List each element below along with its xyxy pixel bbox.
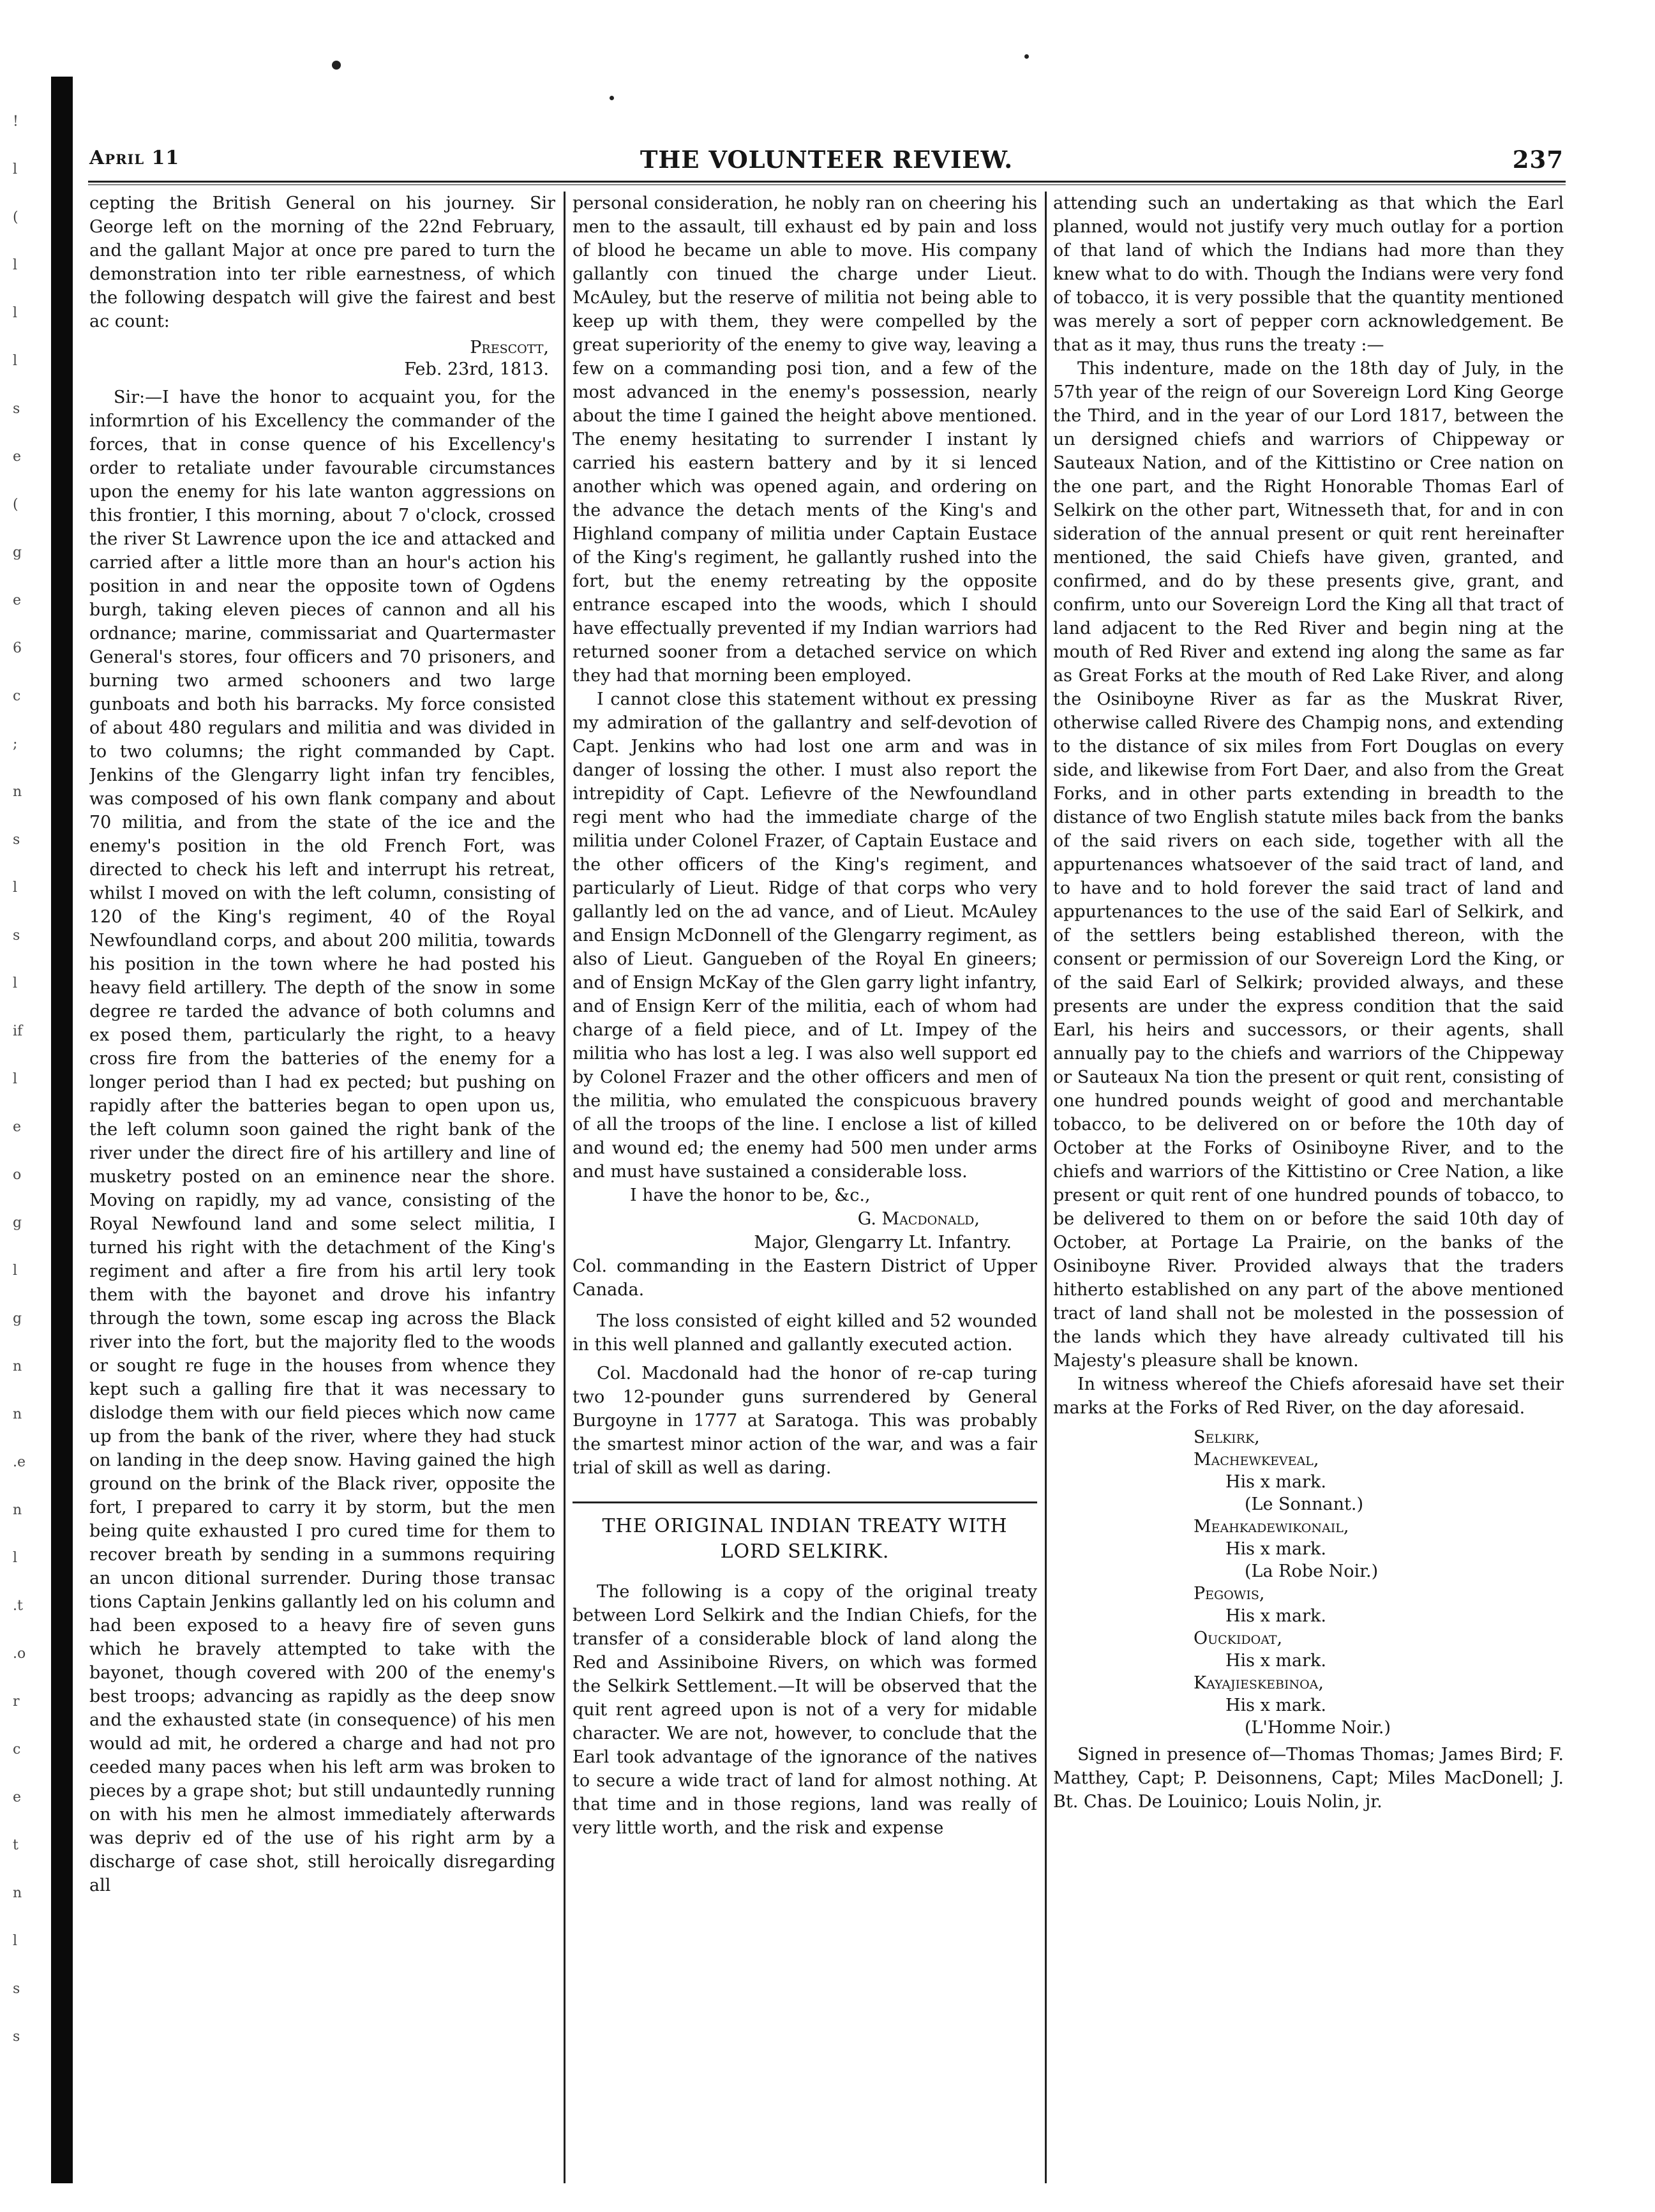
header-rule-thin bbox=[88, 184, 1566, 185]
signature-name: G. Macdonald, bbox=[857, 1209, 980, 1229]
margin-fragment: e bbox=[13, 1789, 22, 1805]
column-2 bbox=[573, 192, 1037, 2193]
margin-fragment: s bbox=[13, 401, 20, 417]
margin-fragment: 6 bbox=[13, 640, 22, 656]
signature-line: His x mark. bbox=[1225, 1696, 1326, 1715]
paragraph: Sir:—I have the honor to acquaint you, for the informrtion of his Excellency the commander of the forces, that in conse quence of his Excellency's order to retaliate under favourable circumstances upon the enemy for his late wanton aggressions on this frontier, I this morning, about 7 o'clock, crossed the river St Lawrence upon the ice and attacked and carried after a little more than an hour's action his position in and near the opposite town of Ogdens burgh, taking eleven pieces of cannon and all his ordnance; marine, commissariat and Quartermaster General's stores, four officers and 70 prisoners, and burning two armed schooners and two large gunboats and both his barracks. My force consisted of about 480 regulars and militia and was divided in to two columns; the right commanded by Capt. Jenkins of the Glengarry light infan try fencibles, was composed of his own flank company and about 70 militia, and from the state of the ice and the enemy's position in the old French Fort, was directed to check his left and interrupt his retreat, whilst I moved on with the left column, consisting of 120 of the King's regiment, 40 of the Royal Newfoundland corps, and about 200 militia, towards his position in the town where he had posted his heavy field artillery. The depth of the snow in some degree re tarded the advance of both columns and ex posed them, particularly the right, to a heavy cross fire from the batteries of the enemy for a longer period than I had ex pected; but pushing on rapidly after the batteries began to open upon us, the left column soon gained the right bank of the river under the direct fire of his artillery and line of musketry posted on an eminence near the shore. Moving on rapidly, my ad vance, consisting of the Royal Newfound land and some select militia, I turned his right with the detachment of the King's regiment and after a fire from his artil lery took them with the bayonet and drove his infantry through the town, some escap ing across the Black river into the fort, but the majority fled to the woods or sought re fuge in the houses from whence they kept such a galling fire that it was necessary to dislodge them with our field pieces which now came up from the bank of the river, where they had stuck on landing in the deep snow. Having gained the high ground on the brink of the Black river, opposite the fort, I prepared to carry it by storm, but the men being quite exhausted I pro cured time for them to recover breath by sending in a summons requiring an uncon ditional surrender. During those transac tions Captain Jenkins gallantly led on his column and had been exposed to a heavy fire of seven guns which he bravely attempted to take with the bayonet, though covered with 200 of the enemy's best troops; advancing as rapidly as the deep snow and the exhausted state (in consequence) of his men would ad mit, he ordered a charge and had not pro ceeded many paces when his left arm was broken to pieces by a grape shot; but still undauntedly running on with his men he almost immediately afterwards was depriv ed of the use of his right arm by a discharge of case shot, still heroically disregarding all bbox=[89, 387, 555, 1895]
margin-fragment: if bbox=[13, 1023, 23, 1039]
margin-fragment: n bbox=[13, 1358, 22, 1374]
margin-fragment: g bbox=[13, 1311, 22, 1327]
margin-fragment: r bbox=[13, 1694, 20, 1710]
signature-line: (Le Sonnant.) bbox=[1245, 1494, 1364, 1514]
margin-fragment: .e bbox=[13, 1454, 26, 1470]
section-title: THE ORIGINAL INDIAN TREATY WITH LORD SELKIRK. bbox=[602, 1515, 1008, 1563]
margin-fragment: n bbox=[13, 1885, 22, 1901]
paragraph: cepting the British General on his journey. Sir George left on the morning of the 22nd February, and the gallant Major at once pre pared to turn the demonstration into ter rible earnestness, of which the following despatch will give the fairest and best ac count: bbox=[89, 193, 555, 331]
margin-fragment: ; bbox=[13, 736, 18, 752]
newspaper-title: THE VOLUNTEER REVIEW. bbox=[640, 146, 1014, 174]
margin-fragment: l bbox=[13, 162, 18, 177]
margin-fragment: l bbox=[13, 1263, 18, 1279]
margin-fragment: c bbox=[13, 688, 21, 704]
margin-fragment: s bbox=[13, 1981, 20, 1997]
margin-fragment: l bbox=[13, 975, 18, 991]
margin-fragment: c bbox=[13, 1742, 21, 1757]
margin-fragment: n bbox=[13, 1502, 22, 1518]
margin-fragment: t bbox=[13, 1837, 19, 1853]
margin-fragment: l bbox=[13, 880, 18, 896]
margin-fragment: e bbox=[13, 449, 22, 465]
paragraph: The loss consisted of eight killed and 52 wounded in this well planned and gallantly executed action. bbox=[573, 1311, 1037, 1355]
margin-fragment: l bbox=[13, 353, 18, 369]
paragraph: attending such an undertaking as that which the Earl planned, would not justify very much outlay for a portion of that land of which the Indians had more than they knew what to do with. Though the Indians were very fond of tobacco, it is very possible that the quantity mentioned was merely a sort of pepper corn acknowledgement. Be that as it may, thus runs the treaty :— bbox=[1053, 193, 1564, 355]
closing-line: I have the honor to be, &c., bbox=[630, 1185, 871, 1205]
signature-line: His x mark. bbox=[1225, 1472, 1326, 1492]
signature-line: (La Robe Noir.) bbox=[1245, 1561, 1379, 1581]
paragraph: Signed in presence of—Thomas Thomas; James Bird; F. Matthey, Capt; P. Deisonnens, Capt; Miles MacDonell; J. Bt. Chas. De Louinico; Louis Nolin, jr. bbox=[1053, 1745, 1564, 1812]
signature-line: Kayajieskebinoa, bbox=[1194, 1673, 1324, 1693]
signature-command: Col. commanding in the Eastern District of Upper Canada. bbox=[573, 1256, 1037, 1300]
binding-shadow bbox=[51, 77, 73, 2183]
print-speck bbox=[1024, 54, 1029, 59]
margin-fragment: n bbox=[13, 1406, 22, 1422]
margin-fragment: l bbox=[13, 1071, 18, 1087]
signature-line: Selkirk, bbox=[1194, 1427, 1260, 1447]
margin-fragment: .o bbox=[13, 1646, 26, 1662]
print-speck bbox=[610, 96, 614, 100]
column-1 bbox=[89, 192, 555, 2193]
margin-fragment: .t bbox=[13, 1598, 23, 1614]
margin-fragment: e bbox=[13, 1119, 22, 1135]
treaty-signatures bbox=[1053, 1426, 1564, 1739]
header-rule bbox=[88, 181, 1566, 183]
paragraph: This indenture, made on the 18th day of July, in the 57th year of the reign of our Sovereign Lord King George the Third, and in the year of our Lord 1817, between the un dersigned chiefs and warriors of Chippeway or Sauteaux Nation, and of the Kittistino or Cree nation on the one part, and the Right Honorable Thomas Earl of Selkirk on the other part, Witnesseth that, for and in con sideration of the annual present or quit rent hereinafter mentioned, the said Chiefs have given, granted, and confirmed, and do by these presents give, grant, and confirm, unto our Sovereign Lord the King all that tract of land adjacent to the Red River and begin ning at the mouth of Red River and extend ing along the same as far as Great Forks at the mouth of Red Lake River, and along the Osiniboyne River as far as the Muskrat River, otherwise called Rivere des Champig nons, and extending to the distance of six miles from Fort Douglas on every side, and likewise from Fort Daer, and also from the Great Forks, and in other parts extending in breadth to the distance of two English statute miles back from the banks of the said rivers on each side, together with all the appurtenances whatsoever of the said tract of land, and to have and to hold forever the said tract of land and appurtenances to the use of the said Earl of Selkirk, and of the settlers being established thereon, with the consent or permission of our Sovereign Lord the King, or of the said Earl of Selkirk; provided always, and these presents are under the express condition that the said Earl, his heirs and successors, or their agents, shall annually pay to the chiefs and warriors of the Chippeway or Sauteaux Na tion the present or quit rent, consisting of one hundred pounds weight of good and merchantable tobacco, to be delivered on or before the 10th day of October at the Forks of Osiniboyne River, and to the chiefs and warriors of the Kittistino or Cree Nation, a like present or quit rent of one hundred pounds of tobacco, to be delivered to them on or before the said 10th day of October, at Portage La Prairie, on the banks of the Osiniboyne River. Provided always that the traders hitherto established on any part of the above mentioned tract of land shall not be molested in the possession of the lands which they have already cultivated till his Majesty's pleasure shall be known. bbox=[1053, 359, 1564, 1371]
margin-fragment: o bbox=[13, 1167, 22, 1183]
signature-line: His x mark. bbox=[1225, 1539, 1326, 1559]
section-divider bbox=[573, 1501, 1037, 1503]
paragraph: Col. Macdonald had the honor of re-cap turing two 12-pounder guns surrendered by General Burgoyne in 1777 at Saratoga. This was probably the smartest minor action of the war, and was a fair trial of skill as well as daring. bbox=[573, 1364, 1037, 1478]
margin-fragment: l bbox=[13, 305, 18, 321]
print-speck bbox=[332, 61, 341, 70]
page-header bbox=[89, 140, 1564, 179]
margin-fragment: l bbox=[13, 257, 18, 273]
paragraph: I cannot close this statement without ex pressing my admiration of the gallantry and self-devotion of Capt. Jenkins who had lost one arm and was in danger of lossing the other. I must also report the intrepidity of Capt. Lefievre of the Newfoundland regi ment who had the immediate charge of the militia under Colonel Frazer, of Captain Eustace and the other officers of the King's regiment, and particularly of Lieut. Ridge of that corps who very gallantly led on the ad vance, and of Lieut. McAuley and Ensign McDonnell of the Glengarry regiment, as also of Lieut. Gangueben of the Royal En gineers; and of Ensign McKay of the Glen garry light infantry, and of Ensign Kerr of the militia, each of whom had charge of a field piece, and of Lt. Impey of the militia who has lost a leg. I was also well support ed by Colonel Frazer and the other officers and men of the militia, who emulated the conspicuous bravery of all the troops of the line. I enclose a list of killed and wound ed; the enemy had 500 men under arms and must have sustained a considerable loss. bbox=[573, 689, 1037, 1182]
margin-fragment: l bbox=[13, 1550, 18, 1566]
signature-line: His x mark. bbox=[1225, 1606, 1326, 1626]
signature-line: Machewkeveal, bbox=[1194, 1450, 1319, 1470]
margin-fragment: n bbox=[13, 784, 22, 800]
margin-fragment: ( bbox=[13, 497, 19, 513]
margin-fragment: e bbox=[13, 592, 22, 608]
signature-line: Meahkadewikonail, bbox=[1194, 1517, 1349, 1537]
margin-fragment: g bbox=[13, 1215, 22, 1231]
paragraph: In witness whereof the Chiefs aforesaid have set their marks at the Forks of Red River, on the day aforesaid. bbox=[1053, 1374, 1564, 1418]
signature-line: Ouckidoat, bbox=[1194, 1629, 1283, 1648]
margin-fragment: s bbox=[13, 2029, 20, 2045]
margin-fragment: s bbox=[13, 928, 20, 944]
paragraph: The following is a copy of the original treaty between Lord Selkirk and the Indian Chiefs, for the transfer of a considerable block of land along the Red and Assiniboine Rivers, on which was formed the Selkirk Settlement.—It will be observed that the quit rent agreed upon is not of a very for midable character. We are not, however, to conclude that the Earl took advantage of the ignorance of the natives to secure a wide tract of land for almost nothing. At that time and in those regions, land was really of very little worth, and the risk and expense bbox=[573, 1582, 1037, 1838]
signature-line: (L'Homme Noir.) bbox=[1245, 1718, 1391, 1738]
column-3 bbox=[1053, 192, 1564, 2193]
dateline-date: Feb. 23rd, 1813. bbox=[404, 359, 549, 379]
signature-rank: Major, Glengarry Lt. Infantry. bbox=[754, 1233, 1012, 1253]
margin-fragment: ! bbox=[13, 114, 19, 130]
signature-line: His x mark. bbox=[1225, 1651, 1326, 1671]
column-divider bbox=[564, 192, 565, 2183]
page-number: 237 bbox=[1512, 146, 1564, 174]
margin-fragment: s bbox=[13, 832, 20, 848]
column-divider bbox=[1045, 192, 1047, 2183]
margin-fragment: ( bbox=[13, 209, 19, 225]
margin-fragment: l bbox=[13, 1933, 18, 1949]
despatch-dateline bbox=[89, 337, 549, 380]
signature-line: Pegowis, bbox=[1194, 1584, 1265, 1604]
margin-fragment: g bbox=[13, 545, 22, 561]
paragraph: personal consideration, he nobly ran on cheering his men to the assault, till exhaust ed by pain and loss of blood he became un able to move. His company gallantly con tinued the charge under Lieut. McAuley, but the reserve of militia not being able to keep up with them, they were compelled by the great superiority of the enemy to give way, leaving a few on a commanding posi tion, and a few of the most advanced in the enemy's possession, nearly about the time I gained the height above mentioned. The enemy hesitating to surrender I instant ly carried his eastern battery and by it si lenced another which was opened again, and ordering on the advance the detach ments of the King's and Highland company of militia under Captain Eustace of the King's regiment, he gallantly rushed into the fort, but the enemy retreating by the opposite entrance escaped into the woods, which I should have effectually prevented if my Indian warriors had returned sooner from a detached service on which they had that morning been employed. bbox=[573, 193, 1037, 686]
dateline-place: Prescott, bbox=[470, 338, 549, 357]
header-date: April 11 bbox=[89, 147, 180, 169]
